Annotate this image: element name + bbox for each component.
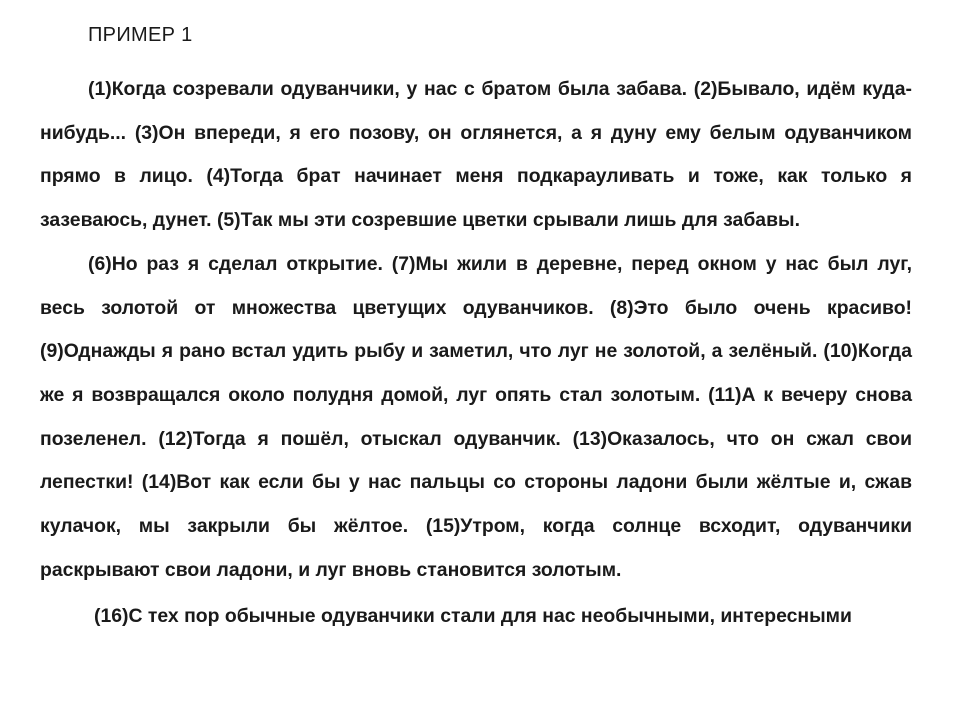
- paragraph-3: (16)С тех пор обычные одуванчики стали для нас необычными, интересными: [94, 605, 852, 628]
- example-heading: ПРИМЕР 1: [88, 24, 193, 46]
- paragraph-2: (6)Но раз я сделал открытие. (7)Мы жили в деревне, перед окном у нас был луг, весь золотой от множества цветущих одуванчиков. (8)Это было очень красиво! (9)Однажды я рано встал удить рыбу и заметил, что луг не золотой, а зелёный. (10)Когда же я возвращался около полудня домой, луг опять стал золотым. (11)А к вечеру снова позеленел. (12)Тогда я пошёл, отыскал одуванчик. (13)Оказалось, что он сжал свои лепестки! (14)Вот как если бы у нас пальцы со стороны ладони были жёлтые и, сжав кулачок, мы закрыли бы жёлтое. (15)Утром, когда солнце всходит, одуванчики раскрывают свои ладони, и луг вновь становится золотым.: [40, 252, 912, 581]
- paragraph-1: (1)Когда созревали одуванчики, у нас с братом была забава. (2)Бывало, идём куда-нибудь... (3)Он впереди, я его позову, он оглянется, а я дуну ему белым одуванчиком прямо в лицо. (4)Тогда брат начинает меня подкарауливать и тоже, как только я зазеваюсь, дунет. (5)Так мы эти созревшие цветки срывали лишь для забавы.: [40, 78, 912, 232]
- text-body: [40, 68, 912, 639]
